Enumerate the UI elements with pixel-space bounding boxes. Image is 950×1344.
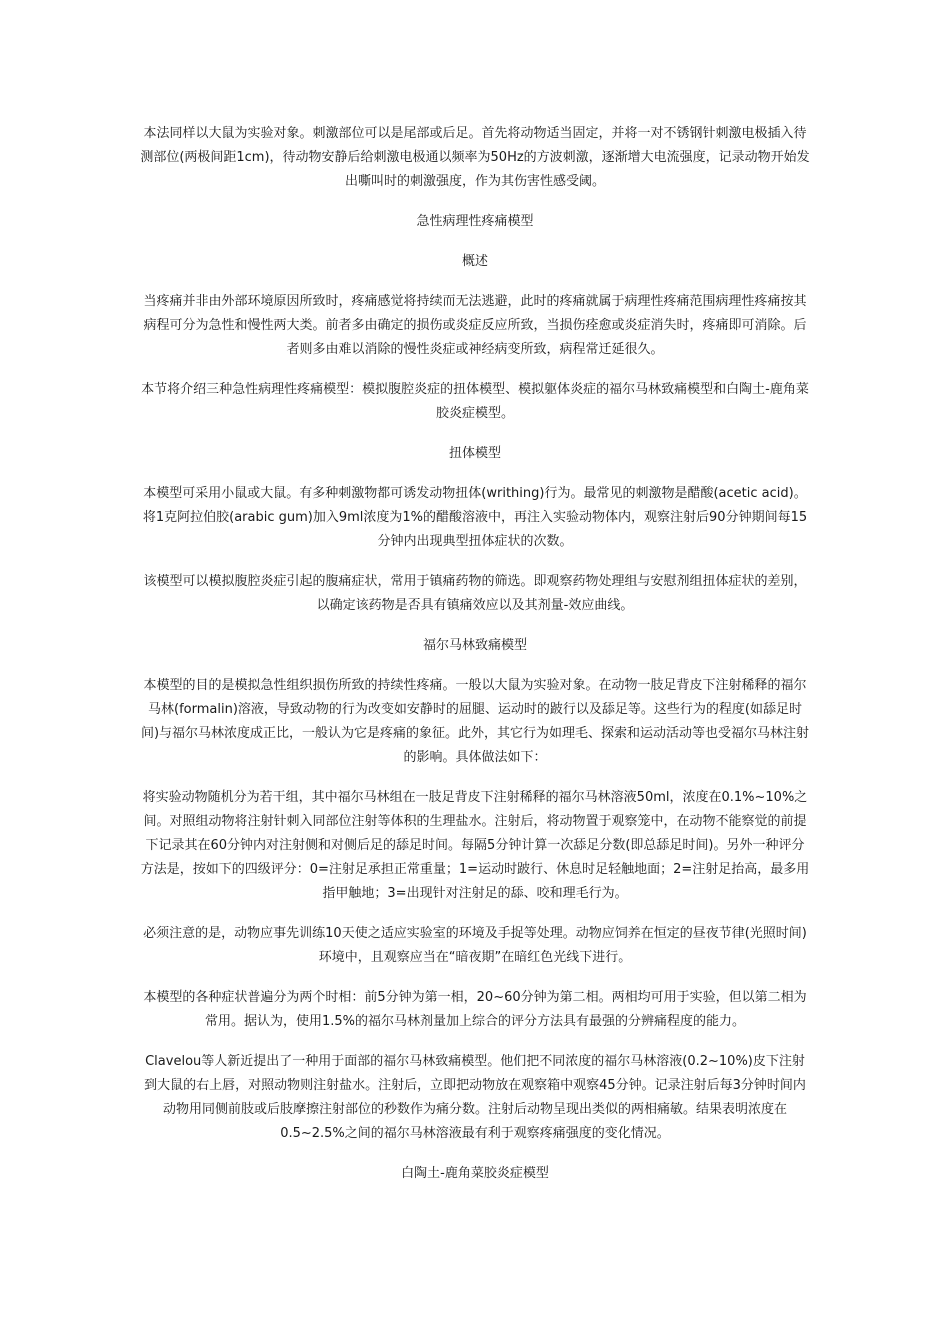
section-heading-overview: 概述 (461, 254, 488, 269)
section-heading-writhing: 扭体模型 (448, 446, 501, 461)
section-heading-kaolin-carrageenan: 白陶土-鹿角菜胶炎症模型 (401, 1166, 549, 1181)
section-heading-acute-pain: 急性病理性疼痛模型 (416, 214, 534, 229)
document-page (140, 122, 810, 1202)
paragraph-writhing-method: 本模型可采用小鼠或大鼠。有多种刺激物都可诱发动物扭体(writhing)行为。最常见的刺激物是醋酸(acetic acid)。将1克阿拉伯胶(arabic gum)加入9ml浓度为1%的醋酸溶液中，再注入实验动物体内，观察注射后90分钟期间每15分钟内出现典型扭体症状的次数。 (142, 486, 808, 549)
section-heading-formalin: 福尔马林致痛模型 (422, 638, 527, 653)
paragraph-formalin-phases: 本模型的各种症状普遍分为两个时相：前5分钟为第一相，20~60分钟为第二相。两相均可用于实验，但以第二相为常用。据认为，使用1.5%的福尔马林剂量加上综合的评分方法具有最强的分辨痛程度的能力。 (143, 990, 807, 1029)
paragraph-formalin-notes: 必须注意的是，动物应事先训练10天使之适应实验室的环境及手捉等处理。动物应饲养在恒定的昼夜节律(光照时间)环境中，且观察应当在“暗夜期”在暗红色光线下进行。 (143, 926, 807, 965)
paragraph-three-models: 本节将介绍三种急性病理性疼痛模型：模拟腹腔炎症的扭体模型、模拟躯体炎症的福尔马林致痛模型和白陶土-鹿角菜胶炎症模型。 (141, 382, 809, 421)
paragraph-electrical-stimulation: 本法同样以大鼠为实验对象。刺激部位可以是尾部或后足。首先将动物适当固定，并将一对不锈钢针刺激电极插入待测部位(两极间距1cm)，待动物安静后给刺激电极通以频率为50Hz的方波刺激，逐渐增大电流强度，记录动物开始发出嘶叫时的刺激强度，作为其伤害性感受阈。 (140, 126, 810, 189)
paragraph-writhing-use: 该模型可以模拟腹腔炎症引起的腹痛症状，常用于镇痛药物的筛选。即观察药物处理组与安慰剂组扭体症状的差别，以确定该药物是否具有镇痛效应以及其剂量-效应曲线。 (143, 574, 807, 613)
paragraph-formalin-procedure: 将实验动物随机分为若干组，其中福尔马林组在一肢足背皮下注射稀释的福尔马林溶液50ml，浓度在0.1%~10%之间。对照组动物将注射针刺入同部位注射等体积的生理盐水。注射后，将动物置于观察笼中，在动物不能察觉的前提下记录其在60分钟内对注射侧和对侧后足的舔足时间。每隔5分钟计算一次舔足分数(即总舔足时间)。另外一种评分方法是，按如下的四级评分：0=注射足承担正常重量；1=运动时跛行、休息时足轻触地面；2=注射足抬高，最多用指甲触地；3=出现针对注射足的舔、咬和理毛行为。 (140, 790, 810, 901)
paragraph-pathological-pain: 当疼痛并非由外部环境原因所致时，疼痛感觉将持续而无法逃避，此时的疼痛就属于病理性疼痛范围病理性疼痛按其病程可分为急性和慢性两大类。前者多由确定的损伤或炎症反应所致，当损伤痊愈或炎症消失时，疼痛即可消除。后者则多由难以消除的慢性炎症或神经病变所致，病程常迁延很久。 (143, 294, 807, 357)
paragraph-clavelou: Clavelou等人新近提出了一种用于面部的福尔马林致痛模型。他们把不同浓度的福尔马林溶液(0.2~10%)皮下注射到大鼠的右上唇，对照动物则注射盐水。注射后，立即把动物放在观察箱中观察45分钟。记录注射后每3分钟时间内动物用同侧前肢或后肢摩擦注射部位的秒数作为痛分数。注射后动物呈现出类似的两相痛敏。结果表明浓度在0.5~2.5%之间的福尔马林溶液最有利于观察疼痛强度的变化情况。 (144, 1054, 806, 1141)
paragraph-formalin-purpose: 本模型的目的是模拟急性组织损伤所致的持续性疼痛。一般以大鼠为实验对象。在动物一肢足背皮下注射稀释的福尔马林(formalin)溶液，导致动物的行为改变如安静时的屈腿、运动时的跛行以及舔足等。这些行为的程度(如舔足时间)与福尔马林浓度成正比，一般认为它是疼痛的象征。此外，其它行为如理毛、探索和运动活动等也受福尔马林注射的影响。具体做法如下： (140, 678, 810, 765)
